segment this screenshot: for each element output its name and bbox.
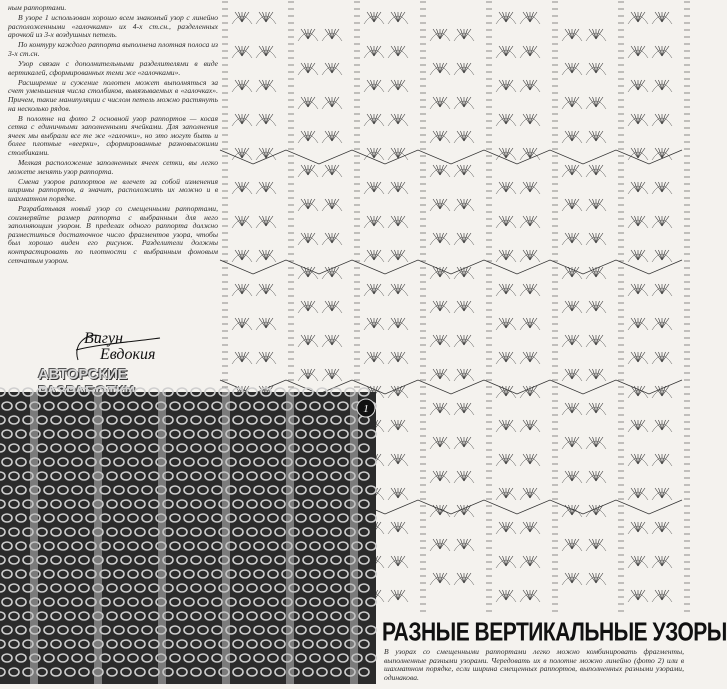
- section-title: РАЗНЫЕ ВЕРТИКАЛЬНЫЕ УЗОРЫ: [382, 618, 727, 647]
- article-paragraph: По контуру каждого раппорта выполнена плотная полоса из 3-х ст.сн.: [8, 40, 218, 58]
- signature-name: Евдокия: [100, 346, 156, 363]
- section-caption: В узорах со смещенными раппортами легко можно комбинировать фрагменты, выполненные разными узорами. Чередовать их в полотне можно линейно (фото 2) или в шахматном порядке, если ширина смещенных раппортов, выполненных разными узорами, одинакова.: [384, 647, 684, 682]
- article-paragraph: Расширение и сужение полотен может выполняться за счет уменьшения числа столбиков, вывязываемых в «галочках». Причем, такие манипуляции с числом петель можно растянуть на несколько рядов.: [8, 77, 218, 113]
- article-paragraph: Смена узоров раппортов не влечет за собой изменения ширины раппортов, а значит, расположить их можно и в шахматном порядке.: [8, 176, 218, 203]
- article-paragraph: Узор связан с дополнительными разделителями в виде вертикалей, сформированных теми же «галочками».: [8, 59, 218, 77]
- article-paragraph: В полотне на фото 2 основной узор раппортов — косая сетка с единичными заполненными ячейками. Для заполнения ячеек мы выбрали все те же «галочки», но это могут быть и более плотные «веерки», сформированные разновысокими столбиками.: [8, 113, 218, 157]
- brand-banner: АВТОРСКИЕ: [38, 366, 128, 383]
- photo-number-badge: [356, 398, 376, 418]
- article-paragraph: ным раппортами.: [8, 3, 67, 12]
- article-paragraph: Разрабатывая новый узор со смещенными раппортами, соизмеряйте размер раппорта с выбранным для него заполняющим узором. В пределах одного раппорта должно разместиться достаточное число фрагментов узора, чтобы был хорошо виден его рисунок. Разделители должны контрастировать по плотности с выбранным фоновым сетчатым узором.: [8, 204, 218, 265]
- article-paragraph: Мелкая расположение заполненных ячеек сетки, вы легко можете менять узор раппорта.: [8, 158, 218, 176]
- author-signature: [70, 330, 210, 366]
- knit-sample-photo: [0, 392, 376, 684]
- article-text: [8, 4, 218, 324]
- article-paragraph: В узоре 1 использован хорошо всем знакомый узор с линейно расположенными «галочками» их 4-х ст.сн., разделенных арочкой из 3-х воздушных петель.: [8, 13, 218, 40]
- photo-number: 1: [363, 403, 369, 415]
- lace-texture-icon: [0, 392, 376, 684]
- signature-surname: Вигун: [84, 330, 124, 347]
